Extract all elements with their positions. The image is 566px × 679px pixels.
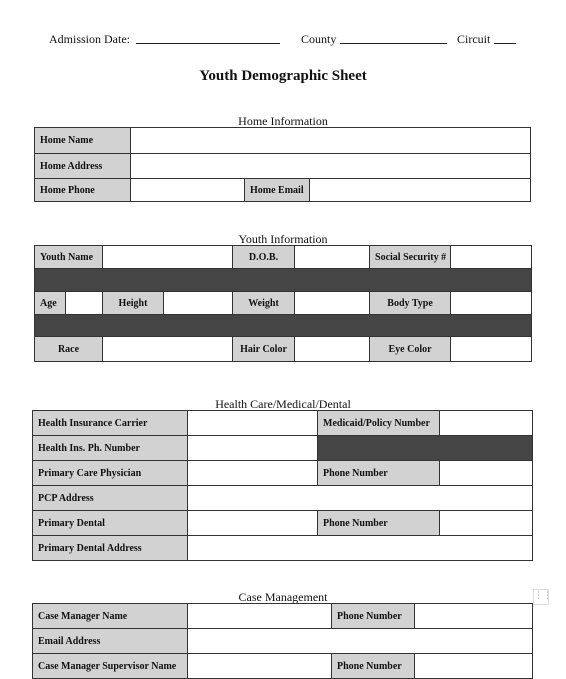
pcp-phone-field[interactable] — [440, 461, 533, 486]
age-field[interactable] — [66, 292, 103, 315]
youth-name-label: Youth Name — [35, 246, 103, 269]
insurance-carrier-label: Health Insurance Carrier — [33, 411, 188, 436]
case-management-heading: Case Management — [238, 590, 328, 604]
home-name-field[interactable] — [131, 128, 531, 154]
health-care-table — [32, 410, 533, 561]
policy-number-field[interactable] — [440, 411, 533, 436]
ssn-label: Social Security # — [370, 246, 451, 269]
shaded-cell — [318, 436, 533, 461]
body-type-label: Body Type — [370, 292, 451, 315]
dental-field[interactable] — [188, 511, 318, 536]
hair-color-field[interactable] — [295, 337, 370, 362]
youth-information-heading: Youth Information — [238, 232, 328, 246]
admission-header — [0, 32, 566, 48]
admission-date-field[interactable] — [136, 43, 280, 44]
youth-information-table — [34, 245, 532, 362]
pcp-address-field[interactable] — [188, 486, 533, 511]
circuit-label: Circuit — [457, 32, 491, 46]
case-manager-phone-label: Phone Number — [332, 604, 415, 629]
dental-address-label: Primary Dental Address — [33, 536, 188, 561]
home-name-label: Home Name — [35, 128, 131, 154]
height-field[interactable] — [164, 292, 233, 315]
home-information-table — [34, 127, 531, 202]
supervisor-phone-field[interactable] — [415, 654, 533, 679]
case-manager-label: Case Manager Name — [33, 604, 188, 629]
age-label: Age — [35, 292, 66, 315]
youth-name-field[interactable] — [103, 246, 233, 269]
case-manager-field[interactable] — [188, 604, 332, 629]
race-label: Race — [35, 337, 103, 362]
home-phone-label: Home Phone — [35, 179, 131, 202]
height-label: Height — [103, 292, 164, 315]
dental-label: Primary Dental — [33, 511, 188, 536]
divider-bar — [35, 269, 532, 292]
hair-color-label: Hair Color — [233, 337, 295, 362]
case-management-table — [32, 603, 533, 679]
admission-date-label: Admission Date: — [49, 32, 130, 46]
supervisor-field[interactable] — [188, 654, 332, 679]
policy-number-label: Medicaid/Policy Number — [318, 411, 440, 436]
dental-address-field[interactable] — [188, 536, 533, 561]
circuit-field[interactable] — [494, 43, 516, 44]
body-type-field[interactable] — [451, 292, 532, 315]
home-information-heading: Home Information — [238, 114, 328, 128]
county-field[interactable] — [340, 43, 447, 44]
supervisor-label: Case Manager Supervisor Name — [33, 654, 188, 679]
email-address-field[interactable] — [188, 629, 533, 654]
divider-bar — [35, 315, 532, 337]
dental-phone-field[interactable] — [440, 511, 533, 536]
home-address-label: Home Address — [35, 154, 131, 179]
insurance-phone-label: Health Ins. Ph. Number — [33, 436, 188, 461]
case-manager-phone-field[interactable] — [415, 604, 533, 629]
eye-color-field[interactable] — [451, 337, 532, 362]
pcp-address-label: PCP Address — [33, 486, 188, 511]
weight-field[interactable] — [295, 292, 370, 315]
page-title: Youth Demographic Sheet — [199, 68, 367, 84]
insurance-phone-field[interactable] — [188, 436, 318, 461]
county-label: County — [301, 32, 337, 46]
ssn-field[interactable] — [451, 246, 532, 269]
race-field[interactable] — [103, 337, 233, 362]
dob-label: D.O.B. — [233, 246, 295, 269]
insurance-carrier-field[interactable] — [188, 411, 318, 436]
supervisor-phone-label: Phone Number — [332, 654, 415, 679]
dental-phone-label: Phone Number — [318, 511, 440, 536]
weight-label: Weight — [233, 292, 295, 315]
home-email-label: Home Email — [245, 179, 310, 202]
eye-color-label: Eye Color — [370, 337, 451, 362]
pcp-phone-label: Phone Number — [318, 461, 440, 486]
health-care-heading: Health Care/Medical/Dental — [215, 397, 351, 411]
pcp-label: Primary Care Physician — [33, 461, 188, 486]
dob-field[interactable] — [295, 246, 370, 269]
home-email-field[interactable] — [310, 179, 531, 202]
home-phone-field[interactable] — [131, 179, 245, 202]
drag-handle-icon[interactable]: ⋮⋮ — [533, 589, 549, 605]
pcp-field[interactable] — [188, 461, 318, 486]
home-address-field[interactable] — [131, 154, 531, 179]
email-address-label: Email Address — [33, 629, 188, 654]
